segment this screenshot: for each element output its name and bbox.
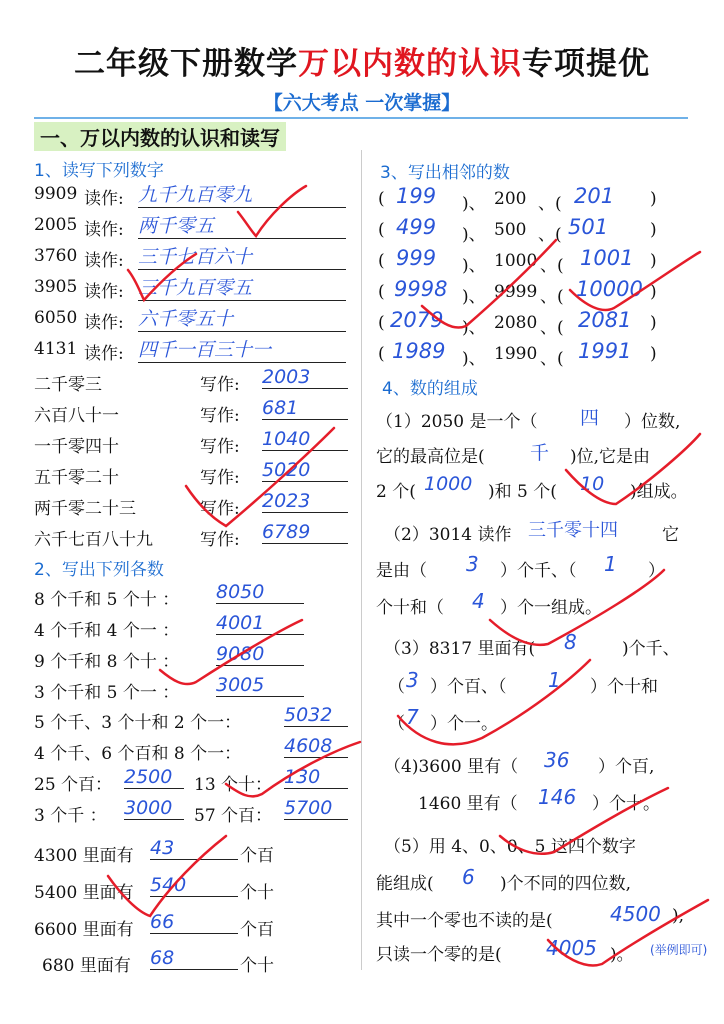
handwritten-answer: 三千七百六十 [138, 242, 346, 270]
comma-paren: 、( [540, 287, 564, 307]
handwritten-answer: 5020 [262, 459, 348, 482]
q4-text: )个千、 [622, 639, 680, 659]
paren-close: ) [650, 251, 657, 271]
title-part1: 二年级下册数学 [74, 46, 298, 82]
q2-item-text: 5 个千、3 个十和 2 个一： [34, 713, 242, 733]
q4-text: 是由（ [376, 561, 427, 581]
subtitle: 【六大考点 一次掌握】 [263, 92, 461, 114]
handwritten-answer: 3 [406, 668, 419, 692]
q4-text: （4)3600 里有（ [384, 757, 519, 777]
handwritten-answer: 68 [150, 947, 238, 970]
write-label: 写作: [200, 437, 240, 457]
handwritten-answer: 36 [544, 748, 570, 772]
handwritten-answer: 4001 [216, 612, 304, 635]
q4-text: ）个百, [598, 757, 655, 777]
q4-text: 它 [662, 525, 679, 545]
handwritten-answer: 201 [574, 184, 615, 208]
q4-text: （5）用 4、0、0、5 这四个数字 [384, 837, 636, 857]
q2-inside-unit: 个百 [240, 846, 274, 866]
q4-text: ） [648, 561, 665, 581]
handwritten-answer: 1989 [392, 339, 446, 363]
paren-close: ) [650, 344, 657, 364]
q4-text: ）个十。 [592, 794, 660, 814]
paren-close: ) [650, 282, 657, 302]
comma-paren: 、( [538, 194, 562, 214]
q2-item-text: 9 个千和 8 个十 ： [34, 652, 180, 672]
paren-open: ( [378, 251, 385, 271]
write-label: 写作: [200, 375, 240, 395]
comma-paren: 、( [538, 225, 562, 245]
handwritten-answer: 9080 [216, 643, 304, 666]
comma-paren: 、( [540, 349, 564, 369]
handwritten-answer: 千 [530, 442, 550, 464]
given-number: 500 [494, 220, 527, 240]
handwritten-answer: 2003 [262, 366, 348, 389]
handwritten-answer: 四 [580, 407, 600, 429]
handwritten-answer: 8 [564, 630, 577, 654]
q4-text: ）个一组成。 [500, 598, 602, 618]
handwritten-answer: 10 [580, 473, 605, 495]
write-text: 六百八十一 [34, 406, 119, 426]
read-number: 3905 [34, 277, 78, 297]
q1-heading: 1、读写下列数字 [34, 161, 164, 181]
handwritten-answer: 43 [150, 837, 238, 860]
handwritten-answer: 8050 [216, 581, 304, 604]
q4-text: )位,它是由 [570, 447, 651, 467]
paren-comma: )、 [462, 225, 486, 245]
handwritten-answer: 540 [150, 874, 238, 897]
write-label: 写作: [200, 499, 240, 519]
handwritten-answer: 1001 [580, 246, 634, 270]
paren-comma: )、 [462, 287, 486, 307]
q4-text: （3）8317 里面有( [384, 639, 536, 659]
q4-text: ）个千、（ [500, 561, 577, 581]
read-label: 读作: [84, 251, 124, 271]
column-divider [361, 150, 362, 970]
paren-comma: )、 [462, 349, 486, 369]
read-label: 读作: [84, 313, 124, 333]
handwritten-answer: 10000 [576, 277, 643, 301]
handwritten-answer: 66 [150, 911, 238, 934]
paren-open: ( [378, 313, 385, 333]
paren-open: ( [378, 220, 385, 240]
q4-text: ）个一。 [430, 714, 498, 734]
read-number: 3760 [34, 246, 78, 266]
handwritten-answer: 4608 [284, 735, 348, 758]
q2-item-text: 4 个千和 4 个一 ： [34, 621, 180, 641]
q2-heading: 2、写出下列各数 [34, 560, 164, 580]
comma-paren: 、( [540, 318, 564, 338]
handwritten-answer: 6789 [262, 521, 348, 544]
q2-inside-unit: 个十 [240, 883, 274, 903]
comma-paren: 、( [540, 256, 564, 276]
q4-text: 其中一个零也不读的是( [376, 911, 553, 931]
given-number: 1000 [494, 251, 538, 271]
handwritten-answer: 9998 [394, 277, 448, 301]
handwritten-answer: 999 [396, 246, 437, 270]
q4-text: 它的最高位是( [376, 447, 485, 467]
paren-open: ( [378, 189, 385, 209]
handwritten-answer: 146 [538, 785, 577, 809]
write-text: 一千零四十 [34, 437, 119, 457]
handwritten-answer: 1 [548, 668, 561, 692]
given-number: 1990 [494, 344, 538, 364]
q4-text: 能组成( [376, 874, 434, 894]
q2-item-text: 8 个千和 5 个十 ： [34, 590, 180, 610]
title-part3: 专项提优 [522, 46, 650, 82]
handwritten-answer: 2023 [262, 490, 348, 513]
write-text: 两千零二十三 [34, 499, 136, 519]
q4-text: )个不同的四位数, [500, 874, 632, 894]
handwritten-answer: 3 [466, 552, 479, 576]
q4-text: 2 个( [376, 482, 416, 502]
handwritten-answer: 130 [284, 766, 348, 789]
header-rule [34, 117, 688, 119]
q2-inside-unit: 个十 [240, 956, 274, 976]
read-number: 9909 [34, 184, 78, 204]
paren-comma: )、 [462, 318, 486, 338]
write-label: 写作: [200, 468, 240, 488]
handwritten-answer: 681 [262, 397, 348, 420]
read-number: 6050 [34, 308, 78, 328]
handwritten-answer: 三千零十四 [528, 520, 618, 541]
q4-text: 1460 里有（ [418, 794, 518, 814]
handwritten-answer: 2500 [124, 766, 184, 789]
q2-item-text: 3 个千和 5 个一 ： [34, 683, 180, 703]
q4-text: （ [388, 677, 405, 697]
handwritten-answer: 2081 [578, 308, 632, 332]
given-number: 9999 [494, 282, 538, 302]
q4-text: ), [672, 906, 685, 926]
handwritten-answer: 501 [568, 215, 609, 239]
q4-text: )和 5 个( [488, 482, 557, 502]
handwritten-answer: 1000 [424, 473, 473, 495]
handwritten-answer: 6 [462, 865, 475, 889]
read-number: 4131 [34, 339, 78, 359]
handwritten-answer: 7 [406, 705, 419, 729]
read-label: 读作: [84, 189, 124, 209]
q2-inside-text: 5400 里面有 [34, 883, 134, 903]
paren-open: ( [378, 282, 385, 302]
q4-text: （ [388, 714, 405, 734]
title-highlight: 万以内数的认识 [298, 46, 522, 82]
q4-text: （1）2050 是一个（ [376, 412, 538, 432]
q2-item-text: 4 个千、6 个百和 8 个一： [34, 744, 242, 764]
read-label: 读作: [84, 282, 124, 302]
paren-close: ) [650, 313, 657, 333]
write-label: 写作: [200, 530, 240, 550]
write-text: 二千零三 [34, 375, 102, 395]
handwritten-answer: 2079 [390, 308, 444, 332]
q4-text: 个十和（ [376, 598, 444, 618]
read-number: 2005 [34, 215, 78, 235]
handwritten-answer: 199 [396, 184, 437, 208]
handwritten-answer: 3005 [216, 674, 304, 697]
handwritten-answer: 5700 [284, 797, 348, 820]
q2-item-text: 57 个百： [194, 806, 273, 826]
handwritten-answer: 1 [604, 552, 617, 576]
handwritten-answer: 5032 [284, 704, 348, 727]
page-title [0, 38, 724, 83]
given-number: 2080 [494, 313, 538, 333]
q4-text: （2）3014 读作 [384, 525, 512, 545]
handwritten-answer: 两千零五 [138, 211, 346, 239]
handwritten-answer: 六千零五十 [138, 304, 346, 332]
q2-item-text: 13 个十： [194, 775, 273, 795]
q4-text: ）个十和 [590, 677, 658, 697]
handwritten-answer: 九千九百零九 [138, 180, 346, 208]
q4-heading: 4、数的组成 [382, 379, 478, 399]
handwritten-answer: 499 [396, 215, 437, 239]
q2-inside-text: 6600 里面有 [34, 920, 134, 940]
handwritten-answer: 4005 [546, 936, 597, 960]
q4-text: ）位数, [624, 412, 681, 432]
q2-inside-unit: 个百 [240, 920, 274, 940]
paren-open: ( [378, 344, 385, 364]
handwritten-answer: 四千一百三十一 [138, 335, 346, 363]
q4-text: ）个百、（ [430, 677, 507, 697]
read-label: 读作: [84, 344, 124, 364]
q2-inside-text: 4300 里面有 [34, 846, 134, 866]
handwritten-answer: 4 [472, 589, 485, 613]
q4-text: )。 [610, 945, 634, 965]
paren-comma: )、 [462, 194, 486, 214]
handwritten-answer: 1040 [262, 428, 348, 451]
q4-text: 只读一个零的是( [376, 945, 502, 965]
example-note: (举例即可) [650, 943, 708, 957]
write-label: 写作: [200, 406, 240, 426]
q3-heading: 3、写出相邻的数 [380, 163, 510, 183]
paren-close: ) [650, 189, 657, 209]
q2-inside-text: 680 里面有 [42, 956, 131, 976]
q2-item-text: 25 个百： [34, 775, 113, 795]
paren-close: ) [650, 220, 657, 240]
q2-item-text: 3 个千 ： [34, 806, 107, 826]
write-text: 五千零二十 [34, 468, 119, 488]
paren-comma: )、 [462, 256, 486, 276]
handwritten-answer: 1991 [578, 339, 632, 363]
handwritten-answer: 三千九百零五 [138, 273, 346, 301]
write-text: 六千七百八十九 [34, 530, 153, 550]
handwritten-answer: 3000 [124, 797, 184, 820]
q4-text: )组成。 [630, 482, 688, 502]
given-number: 200 [494, 189, 527, 209]
read-label: 读作: [84, 220, 124, 240]
handwritten-answer: 4500 [610, 902, 661, 926]
section-heading: 一、万以内数的认识和读写 [34, 122, 286, 151]
